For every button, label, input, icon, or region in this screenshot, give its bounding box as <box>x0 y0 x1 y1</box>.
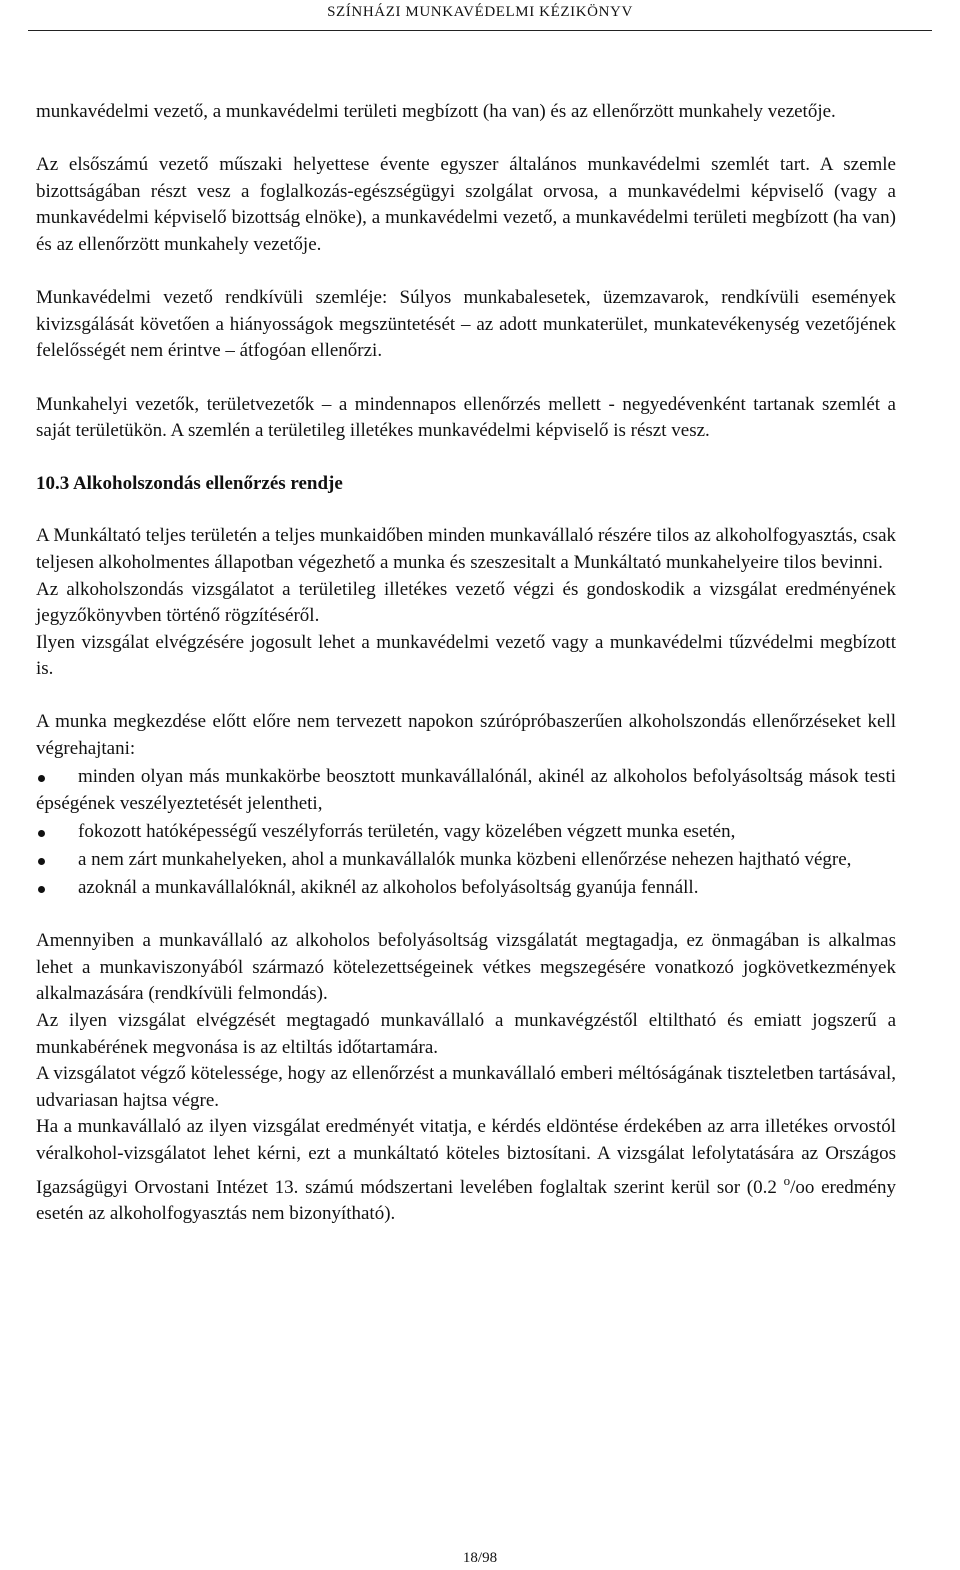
header-rule <box>28 30 932 31</box>
paragraph-3: Munkavédelmi vezető rendkívüli szemléje: Súlyos munkabalesetek, üzemzavarok, rendkívüli események kivizsgálását követően a hiányosságok megszüntetését – az adott munkaterület, munkatevékenység vezetőjének felelősségét nem érintve – átfogóan ellenőrzi. <box>36 287 896 362</box>
paragraph-10: Az ilyen vizsgálat elvégzését megtagadó munkavállaló a munkavégzéstől eltiltható és emiatt jogszerű a munkabérének megvonása is az eltiltás időtartamára. <box>36 1010 896 1058</box>
paragraph-12: Ha a munkavállaló az ilyen vizsgálat eredményét vitatja, e kérdés eldöntése érdekében az arra illetékes orvostól véralkohol-vizsgálatot lehet kérni, ezt a munkáltató köteles biztosítani. A vizsgálat lefolytatására az Országos Igazságügyi Orvostani Intézet 13. számú módszertani levelében foglaltak szerint kerül sor (0.2 $^o$/oo eredmény esetén az alkoholfogyasztás nem bizonyítható). <box>36 1116 896 1225</box>
list-item: azoknál a munkavállalóknál, akiknél az alkoholos befolyásoltság gyanúja fennáll. <box>36 875 896 902</box>
paragraph-9: Amennyiben a munkavállaló az alkoholos befolyásoltság vizsgálatát megtagadja, ez önmagában is alkalmas lehet a munkaviszonyából származó kötelezettségeinek vétkes megszegésére vonatkozó jogkövetkezmények alkalmazására (rendkívüli felmondás). <box>36 930 896 1005</box>
paragraph-2: Az elsőszámú vezető műszaki helyettese évente egyszer általános munkavédelmi szemlét tart. A szemle bizottságában részt vesz a foglalkozás-egészségügyi szolgálat orvosa, a munkavédelmi képviselő (vagy a munkavédelmi képviselő bizottság elnöke), a munkavédelmi vezető, a munkavédelmi területi megbízott (ha van) és az ellenőrzött munkahely vezetője. <box>36 154 896 255</box>
paragraph-7: Ilyen vizsgálat elvégzésére jogosult lehet a munkavédelmi vezető vagy a munkavédelmi tűzvédelmi megbízott is. <box>36 631 896 680</box>
paragraph-6: Az alkoholszondás vizsgálatot a területileg illetékes vezető végzi és gondoskodik a vizsgálat eredményének jegyzőkönyvben történő rögzítéséről. <box>36 578 896 627</box>
list-item: fokozott hatóképességű veszélyforrás területén, vagy közelében végzett munka esetén, <box>36 819 896 846</box>
paragraph-11: A vizsgálatot végző kötelessége, hogy az ellenőrzést a munkavállaló emberi méltóságának tiszteletben tartásával, udvariasan hajtsa végre. <box>36 1063 896 1111</box>
bullet-icon <box>38 830 45 837</box>
bullet-icon <box>38 775 45 782</box>
paragraph-5: A Munkáltató teljes területén a teljes munkaidőben minden munkavállaló részére tilos az alkoholfogyasztás, csak teljesen alkoholmentes állapotban végezhető a munka és szeszesitalt a Munkáltató munkahelyeire tilos bevinni. <box>36 525 897 573</box>
superscript-o: o <box>783 1172 791 1188</box>
paragraph-1: munkavédelmi vezető, a munkavédelmi területi megbízott (ha van) és az ellenőrzött munkahely vezetője. <box>36 101 836 122</box>
bullet-list <box>36 764 896 901</box>
paragraph-4: Munkahelyi vezetők, területvezetők – a mindennapos ellenőrzés mellett - negyedévenként tartanak szemlét a saját területükön. A szemlén a területileg illetékes munkavédelmi képviselő is részt vesz. <box>36 393 896 442</box>
list-item: minden olyan más munkakörbe beosztott munkavállalónál, akinél az alkoholos befolyásoltság mások testi épségének veszélyeztetését jelentheti, <box>36 766 896 814</box>
bullet-icon <box>38 858 45 865</box>
page-number: 18/98 <box>462 1550 498 1566</box>
running-header: SZÍNHÁZI MUNKAVÉDELMI KÉZIKÖNYV <box>327 4 633 20</box>
bullet-icon <box>38 886 45 893</box>
page-body <box>36 99 896 1228</box>
list-item: a nem zárt munkahelyeken, ahol a munkavállalók munka közbeni ellenőrzése nehezen hajtható végre, <box>36 847 896 874</box>
paragraph-8: A munka megkezdése előtt előre nem tervezett napokon szúrópróbaszerűen alkoholszondás ellenőrzéseket kell végrehajtani: <box>36 711 896 760</box>
section-heading: 10.3 Alkoholszondás ellenőrzés rendje <box>36 472 343 494</box>
